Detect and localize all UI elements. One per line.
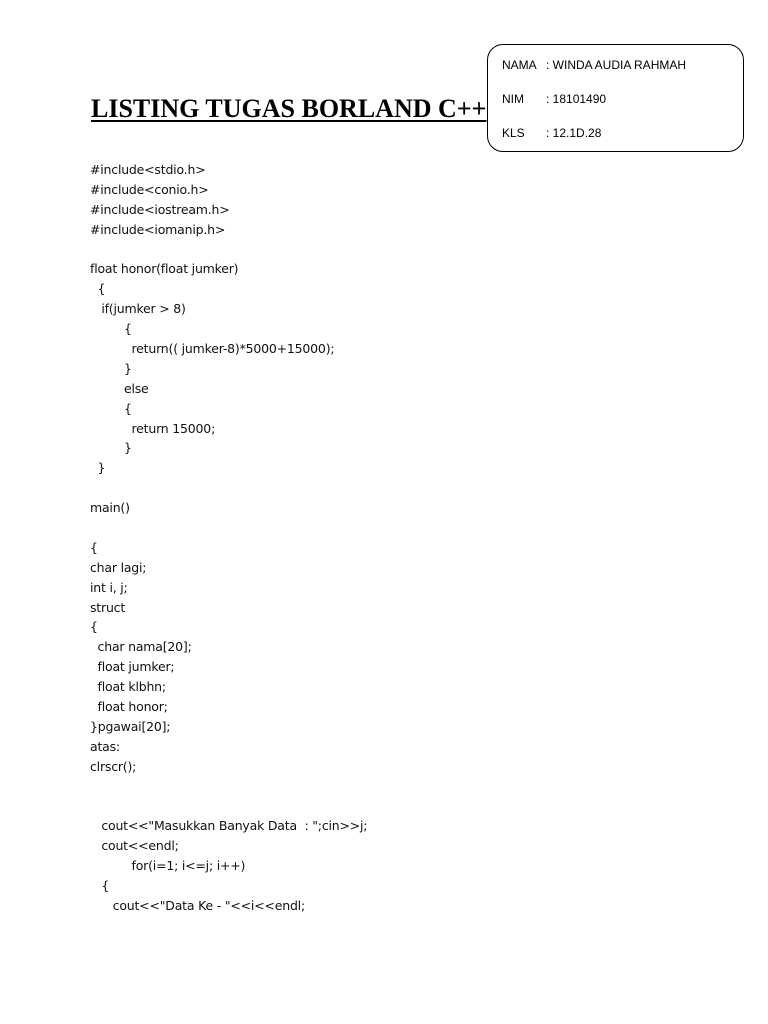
code-line: #include<iomanip.h> — [90, 221, 226, 237]
code-line: clrscr(); — [90, 758, 137, 774]
code-line: #include<stdio.h> — [90, 162, 206, 177]
code-line — [90, 797, 367, 817]
code-line: for(i=1; i<=j; i++) — [90, 858, 246, 874]
code-line: { — [90, 400, 132, 416]
code-line: if(jumker > 8) — [90, 301, 186, 317]
code-line: } — [90, 360, 132, 376]
info-value-kls: : 12.1D.28 — [546, 126, 602, 140]
code-line: { — [90, 321, 132, 337]
code-line: { — [90, 878, 110, 894]
code-line: float klbhn; — [90, 679, 166, 695]
code-line — [90, 240, 367, 260]
code-line: cout<<endl; — [90, 838, 179, 854]
code-line: cout<<"Data Ke - "<<i<<endl; — [90, 897, 305, 913]
code-line: char nama[20]; — [90, 639, 192, 655]
info-label-nama: NAMA — [502, 58, 537, 72]
code-line: #include<conio.h> — [90, 181, 209, 197]
code-line — [90, 478, 367, 498]
code-line: struct — [90, 599, 126, 615]
code-line: } — [90, 440, 132, 456]
info-value-nim: : 18101490 — [546, 92, 607, 106]
code-line: int i, j; — [90, 579, 128, 595]
code-line: #include<iostream.h> — [90, 201, 230, 217]
code-line: atas: — [90, 738, 120, 754]
info-label-kls: KLS — [502, 126, 525, 140]
code-line: float honor; — [90, 699, 168, 715]
code-line: }pgawai[20]; — [90, 718, 171, 734]
code-line: return 15000; — [90, 420, 216, 436]
student-info-box — [487, 44, 744, 152]
code-line: else — [90, 380, 149, 396]
info-row-kls — [502, 125, 601, 141]
code-line: { — [90, 619, 98, 635]
code-line: main() — [90, 500, 130, 516]
code-line: } — [90, 460, 106, 476]
code-line: char lagi; — [90, 559, 147, 575]
code-line: { — [90, 281, 106, 297]
code-line: cout<<"Masukkan Banyak Data : ";cin>>j; — [90, 818, 368, 834]
code-line: return(( jumker-8)*5000+15000); — [90, 341, 335, 357]
code-listing — [90, 160, 367, 916]
code-line — [90, 518, 367, 538]
code-line: float honor(float jumker) — [90, 261, 239, 277]
code-line: float jumker; — [90, 659, 175, 675]
code-line: { — [90, 539, 98, 555]
info-value-nama: : WINDA AUDIA RAHMAH — [546, 58, 687, 72]
info-label-nim: NIM — [502, 92, 524, 106]
document-title: LISTING TUGAS BORLAND C++ — [91, 94, 487, 123]
info-row-nim — [502, 91, 606, 107]
code-line — [90, 777, 367, 797]
info-row-nama — [502, 57, 686, 73]
